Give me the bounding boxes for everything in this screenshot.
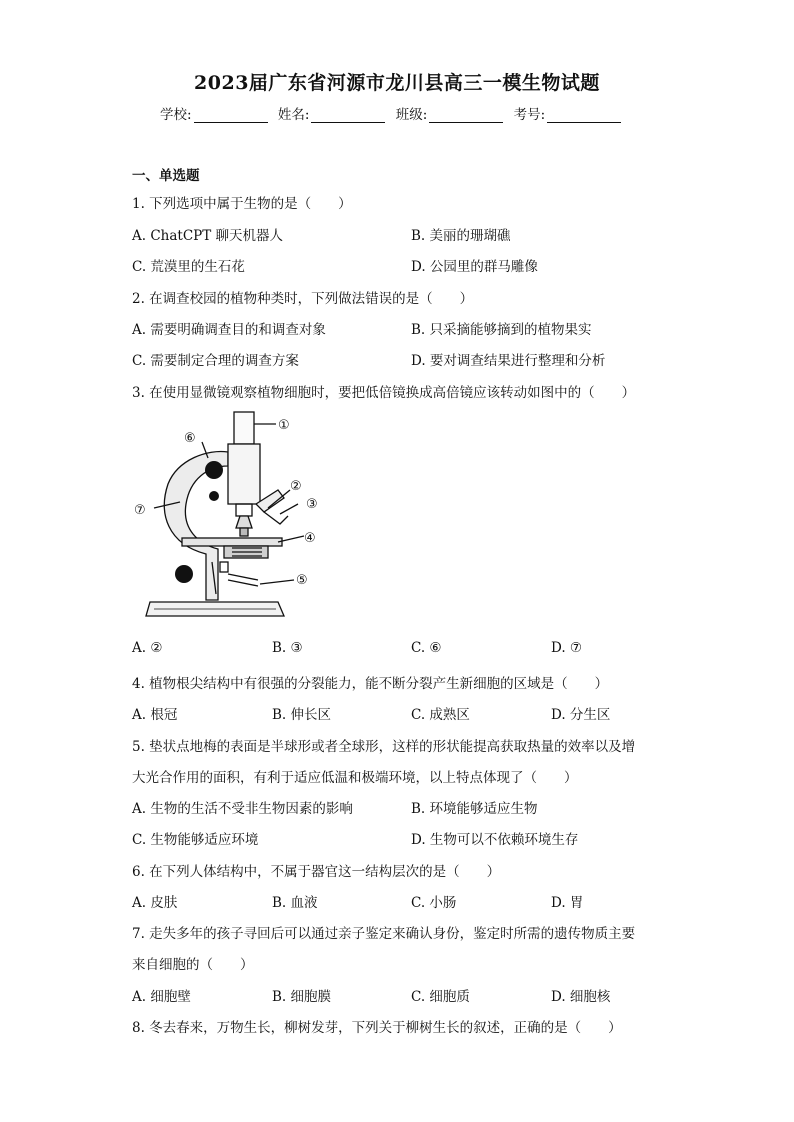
q1-option-c: C. 荒漠里的生石花 [132,259,245,275]
q4-option-b: B. 伸长区 [272,707,332,723]
q3-option-c: C. ⑥ [411,640,442,656]
school-blank [194,108,268,123]
q2-option-a: A. 需要明确调查目的和调查对象 [132,322,326,338]
question-7-stem-line-1: 7. 走失多年的孩子寻回后可以通过亲子鉴定来确认身份，鉴定时所需的遗传物质主要 [132,926,636,942]
q7-option-b: B. 细胞膜 [272,989,332,1005]
q5-option-c: C. 生物能够适应环境 [132,832,259,848]
class-blank [429,108,503,123]
number-label: 考号: [513,107,546,123]
q2-option-b: B. 只采摘能够摘到的植物果实 [411,322,592,338]
question-2-stem: 2. 在调查校园的植物种类时，下列做法错误的是（ ） [132,291,474,307]
q5-option-a: A. 生物的生活不受非生物因素的影响 [132,801,353,817]
section-heading: 一、单选题 [132,168,200,184]
microscope-figure [128,404,338,624]
question-3-stem: 3. 在使用显微镜观察植物细胞时，要把低倍镜换成高倍镜应该转动如图中的（ ） [132,385,636,401]
name-label: 姓名: [277,107,310,123]
base-knob [175,565,193,583]
student-info-row [160,103,627,123]
coarse-knob [205,461,223,479]
q6-option-b: B. 血液 [272,895,318,911]
number-blank [547,108,621,123]
q7-option-d: D. 细胞核 [551,989,611,1005]
label-3: ③ [306,497,318,512]
q4-option-d: D. 分生区 [551,707,611,723]
q6-option-d: D. 胃 [551,895,584,911]
school-label: 学校: [160,107,192,123]
page-title: 2023届广东省河源市龙川县高三一模生物试题 [194,72,600,94]
q1-option-d: D. 公园里的群马雕像 [411,259,538,275]
q3-option-b: B. ③ [272,640,303,656]
q7-option-c: C. 细胞质 [411,989,470,1005]
fine-knob [209,491,219,501]
label-6: ⑥ [184,431,196,446]
label-4: ④ [304,531,316,546]
label-5: ⑤ [296,573,308,588]
label-1: ① [278,418,290,433]
q2-option-c: C. 需要制定合理的调查方案 [132,353,299,369]
name-blank [311,108,385,123]
q7-option-a: A. 细胞壁 [132,989,191,1005]
q3-option-d: D. ⑦ [551,640,583,656]
label-2: ② [290,479,302,494]
question-4-stem: 4. 植物根尖结构中有很强的分裂能力，能不断分裂产生新细胞的区域是（ ） [132,676,609,692]
q4-option-c: C. 成熟区 [411,707,470,723]
q4-option-a: A. 根冠 [132,707,178,723]
question-6-stem: 6. 在下列人体结构中，不属于器官这一结构层次的是（ ） [132,864,501,880]
q6-option-c: C. 小肠 [411,895,457,911]
q1-option-b: B. 美丽的珊瑚礁 [411,228,511,244]
q5-option-b: B. 环境能够适应生物 [411,801,538,817]
question-5-stem-line-1: 5. 垫状点地梅的表面是半球形或者全球形，这样的形状能提高获取热量的效率以及增 [132,739,636,755]
q1-option-a: A. ChatCPT 聊天机器人 [132,228,284,244]
label-7: ⑦ [134,503,146,518]
question-8-stem: 8. 冬去春来，万物生长，柳树发芽，下列关于柳树生长的叙述，正确的是（ ） [132,1020,622,1036]
q6-option-a: A. 皮肤 [132,895,178,911]
question-7-stem-line-2: 来自细胞的（ ） [132,957,254,973]
q3-option-a: A. ② [132,640,163,656]
question-5-stem-line-2: 大光合作用的面积，有利于适应低温和极端环境，以上特点体现了（ ） [132,770,578,786]
q5-option-d: D. 生物可以不依赖环境生存 [411,832,579,848]
class-label: 班级: [395,107,428,123]
question-1-stem: 1. 下列选项中属于生物的是（ ） [132,196,352,212]
q2-option-d: D. 要对调查结果进行整理和分析 [411,353,606,369]
